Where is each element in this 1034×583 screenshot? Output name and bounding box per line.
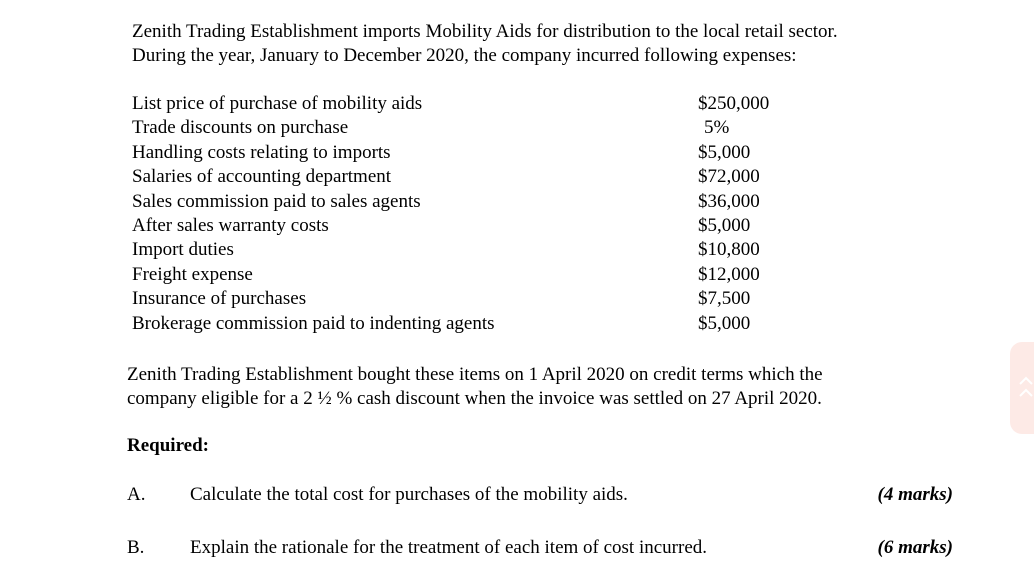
expense-value: $72,000 xyxy=(698,166,760,188)
expense-row xyxy=(132,312,832,336)
scroll-to-top-tab[interactable] xyxy=(1010,342,1034,434)
question-text: Explain the rationale for the treatment of each item of cost incurred. xyxy=(190,537,708,558)
expense-value: $5,000 xyxy=(698,312,751,334)
expense-row xyxy=(132,92,832,116)
expense-label: Brokerage commission paid to indenting agents xyxy=(132,312,495,334)
expense-value: $5,000 xyxy=(698,141,751,163)
expense-value: $12,000 xyxy=(698,263,760,285)
expense-label: Import duties xyxy=(132,239,234,261)
expense-label: Sales commission paid to sales agents xyxy=(132,190,421,212)
expense-value: $5,000 xyxy=(698,214,751,236)
expense-value: $10,800 xyxy=(698,239,760,261)
expense-row xyxy=(132,263,832,287)
expense-label: Trade discounts on purchase xyxy=(132,117,349,139)
expense-label: List price of purchase of mobility aids xyxy=(132,93,423,114)
purchase-note-line-2: company eligible for a 2 ½ % cash discount when the invoice was settled on 27 April 2020. xyxy=(127,388,822,409)
question-a xyxy=(127,483,953,507)
expense-value: 5% xyxy=(704,117,730,139)
intro-line-2: During the year, January to December 2020, the company incurred following expenses: xyxy=(132,45,797,66)
expense-row xyxy=(132,238,832,262)
expense-row xyxy=(132,165,832,189)
expense-value: $36,000 xyxy=(698,190,760,212)
expense-row xyxy=(132,116,832,140)
expense-row xyxy=(132,287,832,311)
question-letter: A. xyxy=(127,484,146,505)
question-marks: (6 marks) xyxy=(877,537,953,558)
expense-value: $250,000 xyxy=(698,93,770,114)
expense-row xyxy=(132,190,832,214)
question-letter: B. xyxy=(127,537,145,558)
question-b xyxy=(127,536,953,560)
chevron-up-icon xyxy=(1018,372,1034,402)
expense-label: Salaries of accounting department xyxy=(132,166,392,188)
expense-label: Handling costs relating to imports xyxy=(132,141,391,163)
required-heading: Required: xyxy=(127,435,209,456)
purchase-note-paragraph xyxy=(127,363,987,411)
intro-line-1: Zenith Trading Establishment imports Mobility Aids for distribution to the local retail sector. xyxy=(132,21,838,42)
expense-label: Insurance of purchases xyxy=(132,288,307,310)
expense-row xyxy=(132,141,832,165)
expense-row xyxy=(132,214,832,238)
expense-label: After sales warranty costs xyxy=(132,214,329,236)
intro-paragraph xyxy=(132,20,992,68)
expense-list xyxy=(132,92,832,336)
question-text: Calculate the total cost for purchases of the mobility aids. xyxy=(190,484,628,505)
question-marks: (4 marks) xyxy=(877,484,953,505)
expense-label: Freight expense xyxy=(132,263,253,285)
purchase-note-line-1: Zenith Trading Establishment bought these items on 1 April 2020 on credit terms which the xyxy=(127,364,823,385)
expense-value: $7,500 xyxy=(698,288,751,310)
